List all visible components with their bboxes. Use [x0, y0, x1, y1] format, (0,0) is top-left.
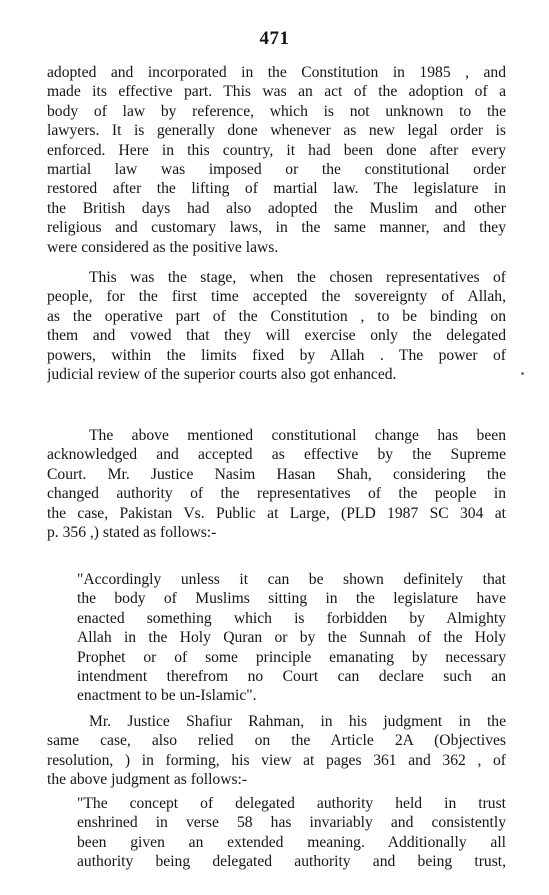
text-line: them and vowed that they will exercise only the delegated — [47, 327, 506, 345]
text-line: made its effective part. This was an act of the adoption of a — [47, 83, 506, 101]
paragraph-adoption-of-laws — [47, 63, 506, 257]
scan-speck — [521, 372, 524, 375]
text-line: body of law by reference, which is not unknown to the — [47, 102, 506, 120]
text-line: the case, Pakistan Vs. Public at Large, (PLD 1987 SC 304 at — [47, 504, 506, 522]
text-line: intendment therefrom no Court can declare such an — [77, 667, 506, 685]
text-line: resolution, ) in forming, his view at pages 361 and 362 , of — [47, 751, 506, 769]
text-line: people, for the first time accepted the sovereignty of Allah, — [47, 288, 506, 306]
text-line: same case, also relied on the Article 2A (Objectives — [47, 732, 506, 750]
quotation-nasim-hasan-shah — [77, 570, 506, 706]
text-line: adopted and incorporated in the Constitution in 1985 , and — [47, 64, 506, 81]
text-line: were considered as the positive laws. — [47, 238, 279, 256]
text-line: Court. Mr. Justice Nasim Hasan Shah, considering the — [47, 465, 506, 483]
text-line: lawyers. It is generally done whenever as new legal order is — [47, 122, 506, 140]
text-line: powers, within the limits fixed by Allah . The power of — [47, 346, 506, 364]
text-line: "Accordingly unless it can be shown definitely that — [77, 571, 506, 588]
text-line: judicial review of the superior courts also got enhanced. — [47, 365, 397, 383]
text-line: The above mentioned constitutional change has been — [89, 427, 506, 444]
paragraph-sovereignty-of-allah — [47, 268, 506, 384]
text-line: authority being delegated authority and being trust, — [77, 853, 506, 871]
text-line: the British days had also adopted the Muslim and other — [47, 199, 506, 217]
text-line: enacted something which is forbidden by Almighty — [77, 609, 506, 627]
text-line: Prophet or of some principle emanating by necessary — [77, 648, 506, 666]
text-line: acknowledged and accepted as effective by the Supreme — [47, 446, 506, 464]
paragraph-shafiur-rahman — [47, 712, 506, 790]
text-line: enshrined in verse 58 has invariably and consistently — [77, 814, 506, 832]
text-line: martial law was imposed or the constitutional order — [47, 160, 506, 178]
paragraph-constitutional-change — [47, 426, 506, 542]
text-line: enactment to be un-Islamic". — [77, 687, 257, 705]
text-line: "The concept of delegated authority held in trust — [77, 795, 506, 812]
page-number: 471 — [259, 28, 290, 49]
text-line: the body of Muslims sitting in the legislature have — [77, 590, 506, 608]
text-line: restored after the lifting of martial law. The legislature in — [47, 180, 506, 198]
text-line: religious and customary laws, in the same manner, and they — [47, 219, 506, 237]
text-line: as the operative part of the Constitution , to be binding on — [47, 307, 506, 325]
text-line: p. 356 ,) stated as follows:- — [47, 523, 217, 541]
text-line: This was the stage, when the chosen representatives of — [89, 269, 506, 286]
text-line: Mr. Justice Shafiur Rahman, in his judgment in the — [89, 713, 506, 730]
text-line: been given an extended meaning. Additionally all — [77, 833, 506, 851]
text-line: Allah in the Holy Quran or by the Sunnah of the Holy — [77, 629, 506, 647]
text-line: the above judgment as follows:- — [47, 771, 248, 789]
text-line: changed authority of the representatives of the people in — [47, 485, 506, 503]
text-line: enforced. Here in this country, it had been done after every — [47, 141, 506, 159]
quotation-delegated-authority — [77, 794, 506, 872]
